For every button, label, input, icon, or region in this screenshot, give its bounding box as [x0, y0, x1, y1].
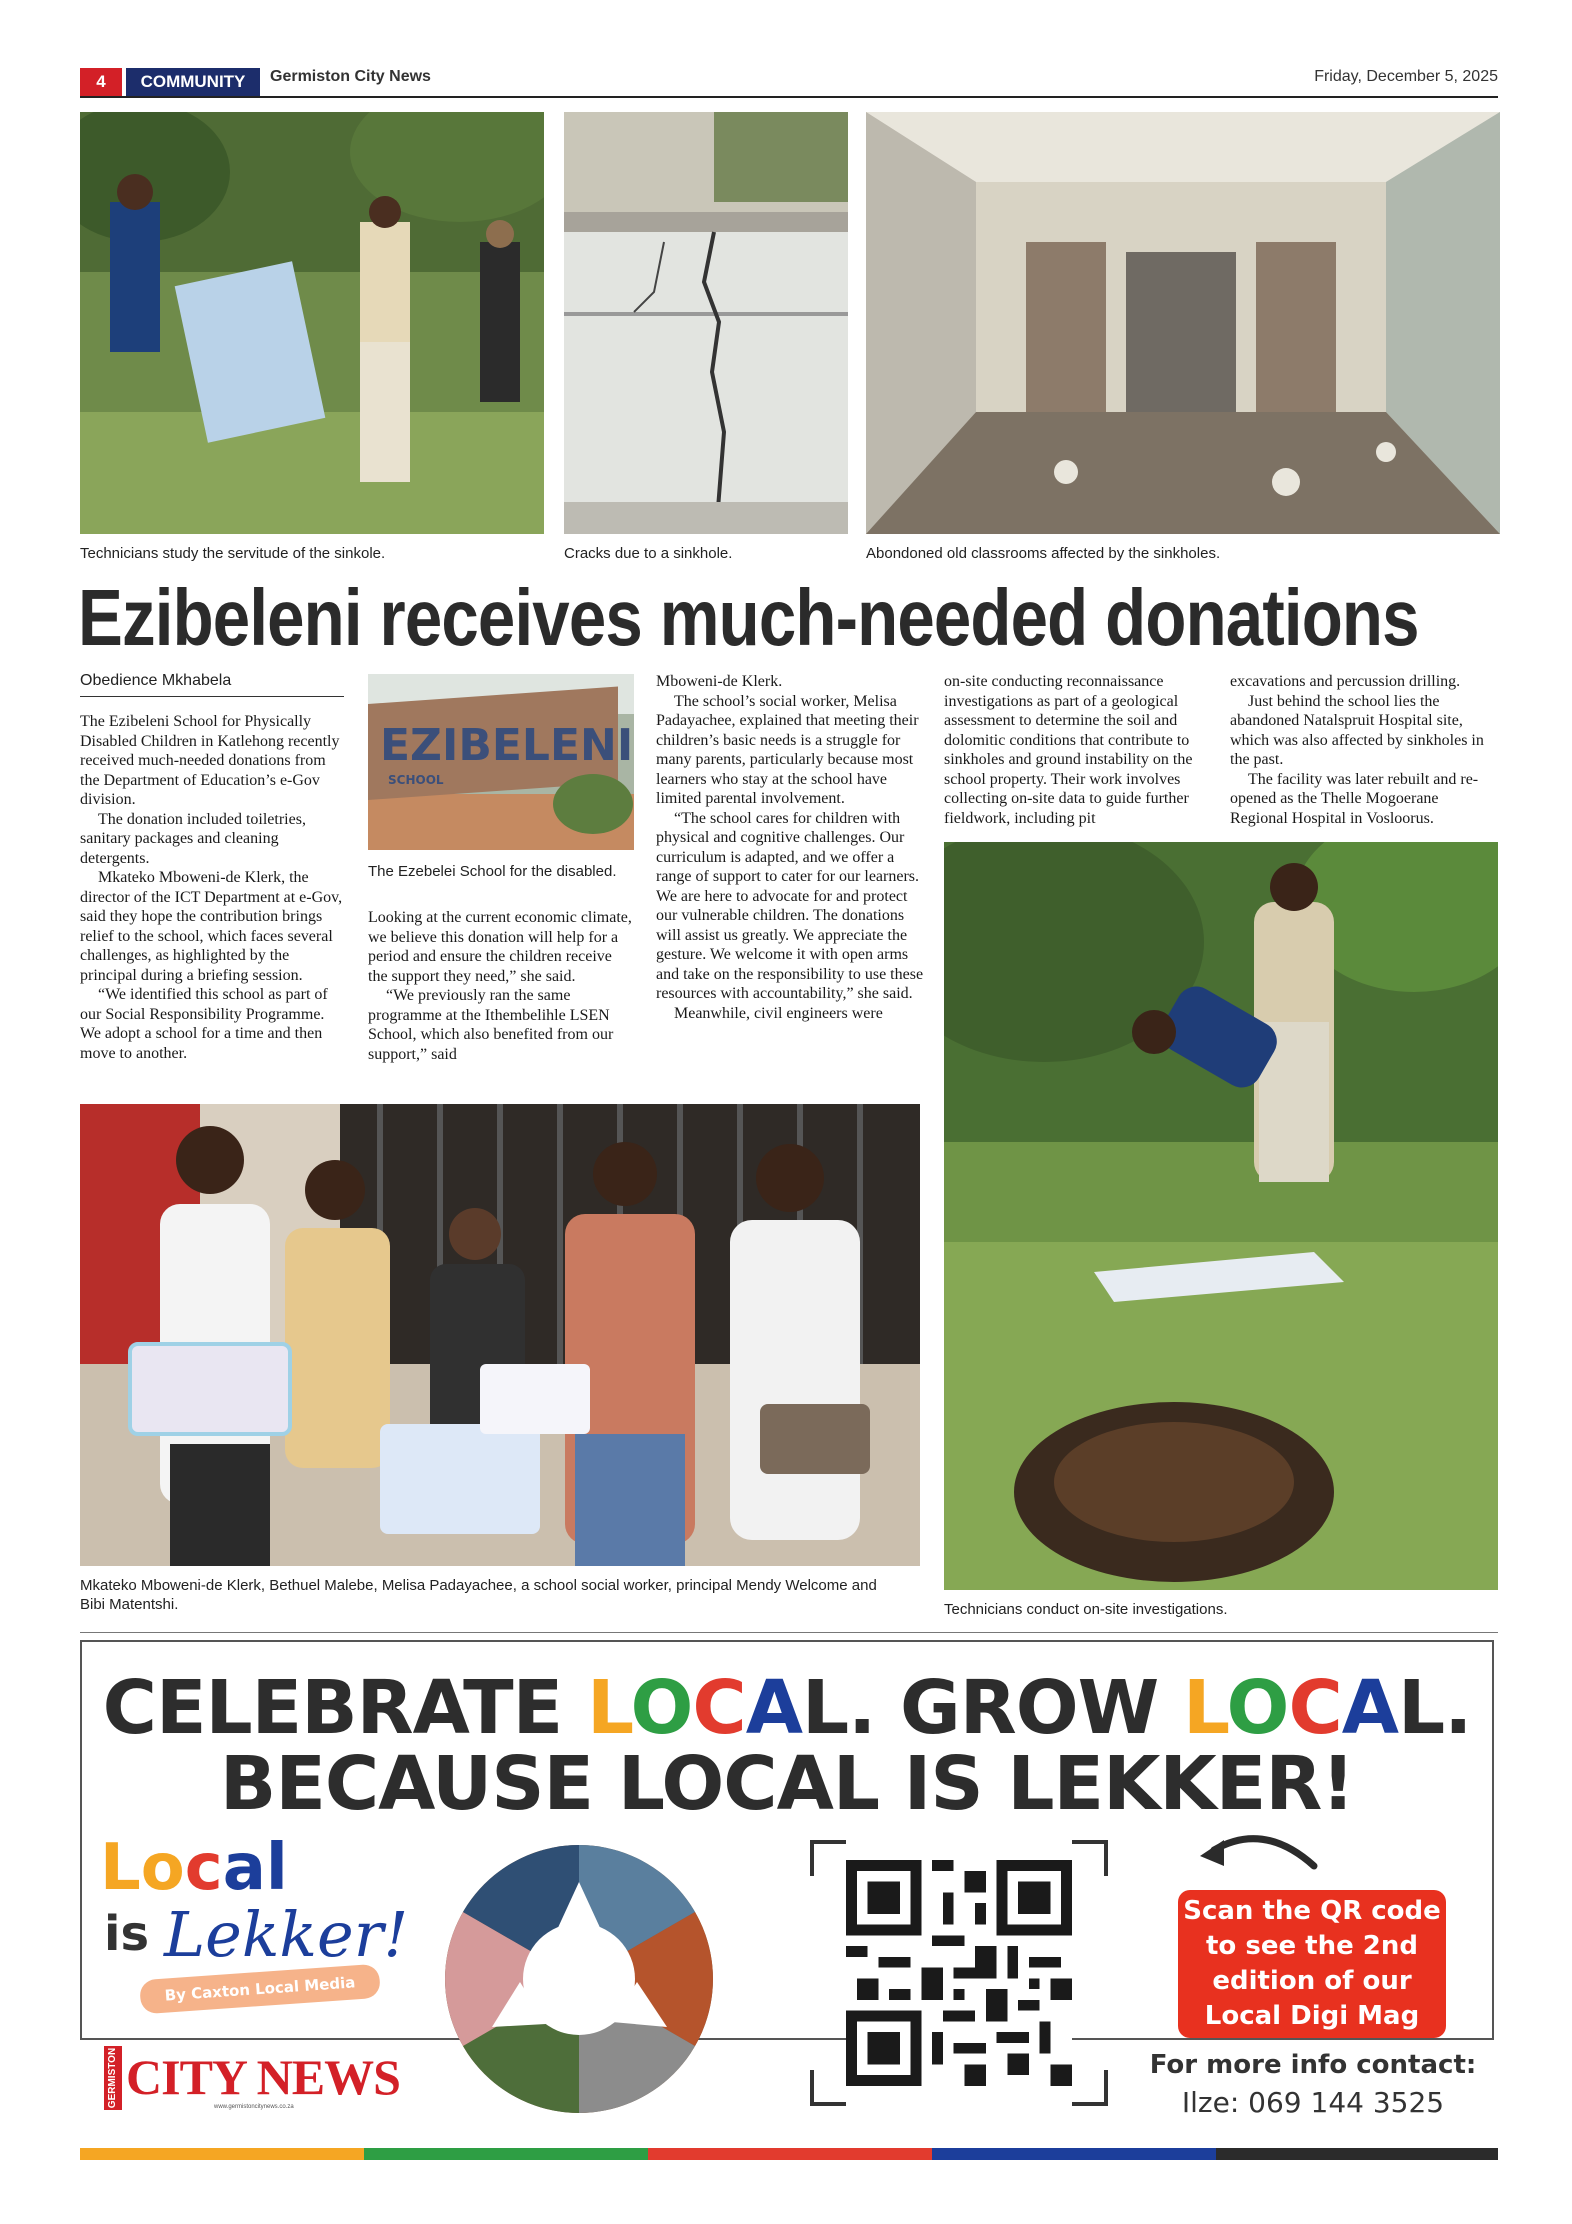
photo-technicians-map [80, 112, 544, 534]
logo-lekker: Lekker! [164, 1898, 409, 1971]
scan-line: to see the 2nd [1206, 1931, 1418, 1961]
ad-letter: L [1183, 1665, 1227, 1751]
ad-headline-line2: BECAUSE LOCAL IS LEKKER! [219, 1741, 1355, 1827]
ad-letter: A [1341, 1665, 1399, 1751]
paragraph: “The school cares for children with physical and cognitive challenges. Our curriculum is adapted, and we offer a range of support to cater for our learners. We are here to advocate for and protect our vulnerable children. The donations will assist us greatly. We appreciate the gesture. We welcome it with open arms and take on the responsibility to use these resources with accountability,” she said. [656, 809, 924, 1002]
caption-photo5: Mkateko Mboweni-de Klerk, Bethuel Malebe, Melisa Padayachee, a school social worker, principal Mendy Welcome and Bibi Matentshi. [80, 1577, 877, 1613]
school-sign-text: EZIBELENI [380, 720, 634, 771]
logo-letters: al [222, 1831, 288, 1905]
byline: Obedience Mkhabela [80, 672, 344, 697]
local-is-lekker-logo [100, 1831, 410, 2016]
article-column-3 [656, 672, 924, 1023]
ad-text: L. [1398, 1665, 1472, 1751]
ad-letter: O [630, 1665, 693, 1751]
paragraph: “We identified this school as part of our Social Responsibility Programme. We adopt a school for a time and then move to another. [80, 986, 328, 1062]
logo-is: is [104, 1906, 150, 1962]
ad-letter: O [1226, 1665, 1289, 1751]
logo-url: www.germistoncitynews.co.za [214, 2104, 294, 2110]
paragraph: The school’s social worker, Melisa Padayachee, explained that meeting their children’s basic needs is a struggle for many parents, particularly because most learners who stay at the school have limited parental involvement. [656, 692, 919, 807]
caption-photo4: The Ezebelei School for the disabled. [368, 863, 617, 880]
logo-byline: By Caxton Local Media [139, 1964, 381, 2015]
article-column-2 [368, 908, 634, 1064]
paragraph: excavations and percussion drilling. [1230, 673, 1461, 690]
section-label: COMMUNITY [126, 68, 260, 96]
paragraph: Just behind the school lies the abandoned Natalspruit Hospital site, which was also affected by sinkholes in the past. [1230, 692, 1484, 768]
article-column-1 [80, 712, 344, 1063]
bottom-bar-blue [932, 2148, 1216, 2160]
city-news-logo [104, 2046, 404, 2116]
paragraph: The donation included toiletries, sanitary packages and cleaning detergents. [80, 810, 306, 867]
logo-local-word [100, 1831, 288, 1905]
article-headline: Ezibeleni receives much-needed donations [78, 573, 1419, 662]
ad-letter: C [1288, 1665, 1342, 1751]
logo-side-text: GERMISTON [107, 2047, 118, 2109]
paragraph: Meanwhile, civil engineers were [674, 1004, 883, 1022]
photo-sinkhole-investigation [944, 842, 1498, 1590]
paper-name: Germiston City News [270, 68, 431, 85]
scan-line: Scan the QR code [1183, 1896, 1441, 1926]
photo-collage-circle [442, 1842, 716, 2116]
logo-letters: c [184, 1831, 223, 1905]
caption-photo1: Technicians study the servitude of the sinkole. [80, 545, 386, 562]
bottom-bar-dark [1216, 2148, 1498, 2160]
article-column-5 [1230, 672, 1498, 828]
qr-code-icon [840, 1860, 1078, 2086]
paragraph: Looking at the current economic climate, we believe this donation will help for a period and ensure the children receive the support they need,” she said. [368, 909, 632, 985]
info-label: For more info contact: [1149, 2050, 1477, 2080]
header-rule [80, 96, 1498, 98]
scan-line: Local Digi Mag [1204, 2001, 1420, 2031]
ad-letter: L [586, 1665, 631, 1751]
info-contact: Ilze: 069 144 3525 [1181, 2086, 1445, 2119]
bottom-bar-green [364, 2148, 648, 2160]
article-column-4 [944, 672, 1210, 828]
school-sign-subtext: SCHOOL [388, 773, 444, 787]
caption-photo6: Technicians conduct on-site investigations. [944, 1601, 1228, 1618]
photo-school-sign [368, 674, 634, 850]
photo-donation-group [80, 1104, 920, 1566]
caption-photo3: Abondoned old classrooms affected by the sinkholes. [866, 545, 1221, 562]
qr-code-frame[interactable] [810, 1840, 1108, 2106]
ad-separator [80, 1632, 1498, 1633]
paragraph: on-site conducting reconnaissance investigations as part of a geological assessment to determine the soil and dolomitic conditions that contribute to sinkholes and ground instability on the school property. Their work involves collecting on-site data to guide further fieldwork, including pit [944, 673, 1193, 827]
page-number: 4 [80, 68, 122, 96]
bottom-bar-red [648, 2148, 932, 2160]
caption-photo2: Cracks due to a sinkhole. [564, 545, 733, 562]
issue-date: Friday, December 5, 2025 [1314, 68, 1498, 85]
paragraph: Mboweni-de Klerk. [656, 673, 783, 690]
logo-letters: Lo [100, 1831, 185, 1905]
bottom-bar-orange [80, 2148, 364, 2160]
scan-line: edition of our [1212, 1966, 1412, 1996]
paragraph: The facility was later rebuilt and re-opened as the Thelle Mogoerane Regional Hospital in Vosloorus. [1230, 770, 1479, 827]
ad-headline-line1 [80, 1665, 1494, 1751]
curved-arrow-icon [1194, 1826, 1324, 1878]
photo-wall-cracks [564, 112, 848, 534]
scan-qr-callout [1178, 1890, 1446, 2038]
ad-letter: A [745, 1665, 802, 1751]
paragraph: Mkateko Mboweni-de Klerk, the director of the ICT Department at e-Gov, said they hope the contribution brings relief to the school, which faces several challenges, as highlighted by the principal during a briefing session. [80, 869, 343, 984]
paragraph: The Ezibeleni School for Physically Disabled Children in Katlehong recently received much-needed donations from the Department of Education’s e-Gov division. [80, 713, 340, 808]
paragraph: “We previously ran the same programme at the Ithembelihle LSEN School, which also benefited from our support,” said [368, 987, 614, 1063]
photo-abandoned-classroom [866, 112, 1500, 534]
ad-text: CELEBRATE [102, 1665, 587, 1751]
ad-text: L. GROW [801, 1665, 1184, 1751]
logo-city-news: CITY NEWS [126, 2049, 400, 2105]
ad-letter: C [692, 1665, 746, 1751]
